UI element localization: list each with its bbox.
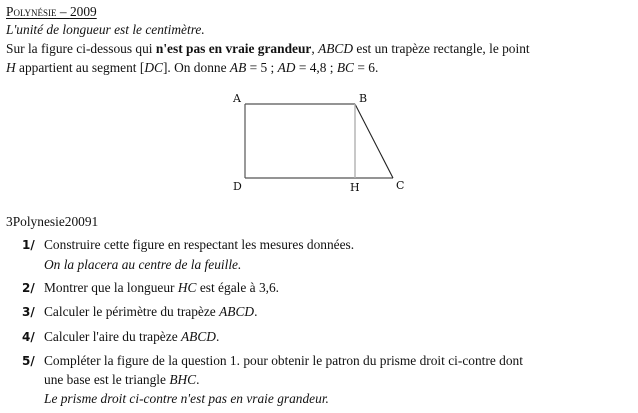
label-a: A (233, 92, 241, 105)
question-4 (22, 328, 219, 346)
unit-note: L'unité de longueur est le centimètre. (6, 22, 205, 37)
math-dc: DC (144, 60, 163, 75)
value-ad: = 4,8 ; (295, 60, 337, 75)
question-text: est égale à 3,6. (196, 280, 280, 295)
question-text: Construire cette figure en respectant les mesures données. (44, 237, 355, 252)
math-h: H (6, 60, 16, 75)
question-text: . (215, 329, 220, 344)
math-abcd: ABCD (318, 41, 354, 56)
math-hc: HC (177, 280, 197, 295)
question-number: 2/ (22, 281, 35, 295)
question-5-note: Le prisme droit ci-contre n'est pas en vraie grandeur. (44, 391, 329, 406)
question-5 (22, 352, 523, 370)
intro-bold-warning: n'est pas en vraie grandeur (155, 41, 312, 56)
math-abcd: ABCD (181, 329, 216, 344)
question-text: Compléter la figure de la question 1. pour obtenir le patron du prisme droit ci-contre dont (44, 353, 523, 368)
label-d: D (233, 180, 242, 193)
question-number: 1/ (22, 238, 35, 252)
question-text: une base est le triangle (44, 372, 170, 387)
intro-text: ]. On donne (162, 60, 230, 75)
trapezoid-svg (225, 88, 415, 198)
exercise-id: 3Polynesie20091 (6, 214, 99, 229)
math-bhc: BHC (169, 372, 197, 387)
intro-line-1 (6, 40, 530, 58)
math-ab: AB (229, 60, 247, 75)
intro-text: est un trapèze rectangle, le point (353, 41, 530, 56)
label-c: C (396, 179, 405, 192)
math-abcd: ABCD (219, 304, 255, 319)
question-5-line-2 (44, 371, 199, 389)
trapezoid-figure (225, 88, 415, 198)
question-3 (22, 303, 257, 321)
intro-text: , (311, 41, 319, 56)
intro-text: Sur la figure ci-dessous qui (6, 41, 156, 56)
math-bc: BC (336, 60, 354, 75)
question-text: Calculer l'aire du trapèze (44, 329, 181, 344)
value-bc: = 6. (354, 60, 379, 75)
question-text: Montrer que la longueur (44, 280, 178, 295)
title-region: Polynésie (6, 4, 57, 19)
value-ab: = 5 ; (246, 60, 278, 75)
question-number: 4/ (22, 330, 35, 344)
question-text: Calculer le périmètre du trapèze (44, 304, 220, 319)
intro-text: appartient au segment [ (15, 60, 145, 75)
question-number: 5/ (22, 354, 35, 368)
question-number: 3/ (22, 305, 35, 319)
title-separator: – (56, 4, 70, 19)
question-1 (22, 236, 354, 254)
label-h: H (350, 181, 360, 194)
question-text: . (196, 372, 200, 387)
exercise-title (6, 3, 97, 21)
question-1-note: On la placera au centre de la feuille. (44, 257, 242, 272)
segment-bc (355, 104, 393, 178)
title-year: 2009 (69, 4, 97, 19)
label-b: B (359, 92, 368, 105)
question-text: . (254, 304, 258, 319)
intro-line-2 (6, 59, 378, 77)
math-ad: AD (277, 60, 296, 75)
question-2 (22, 279, 279, 297)
